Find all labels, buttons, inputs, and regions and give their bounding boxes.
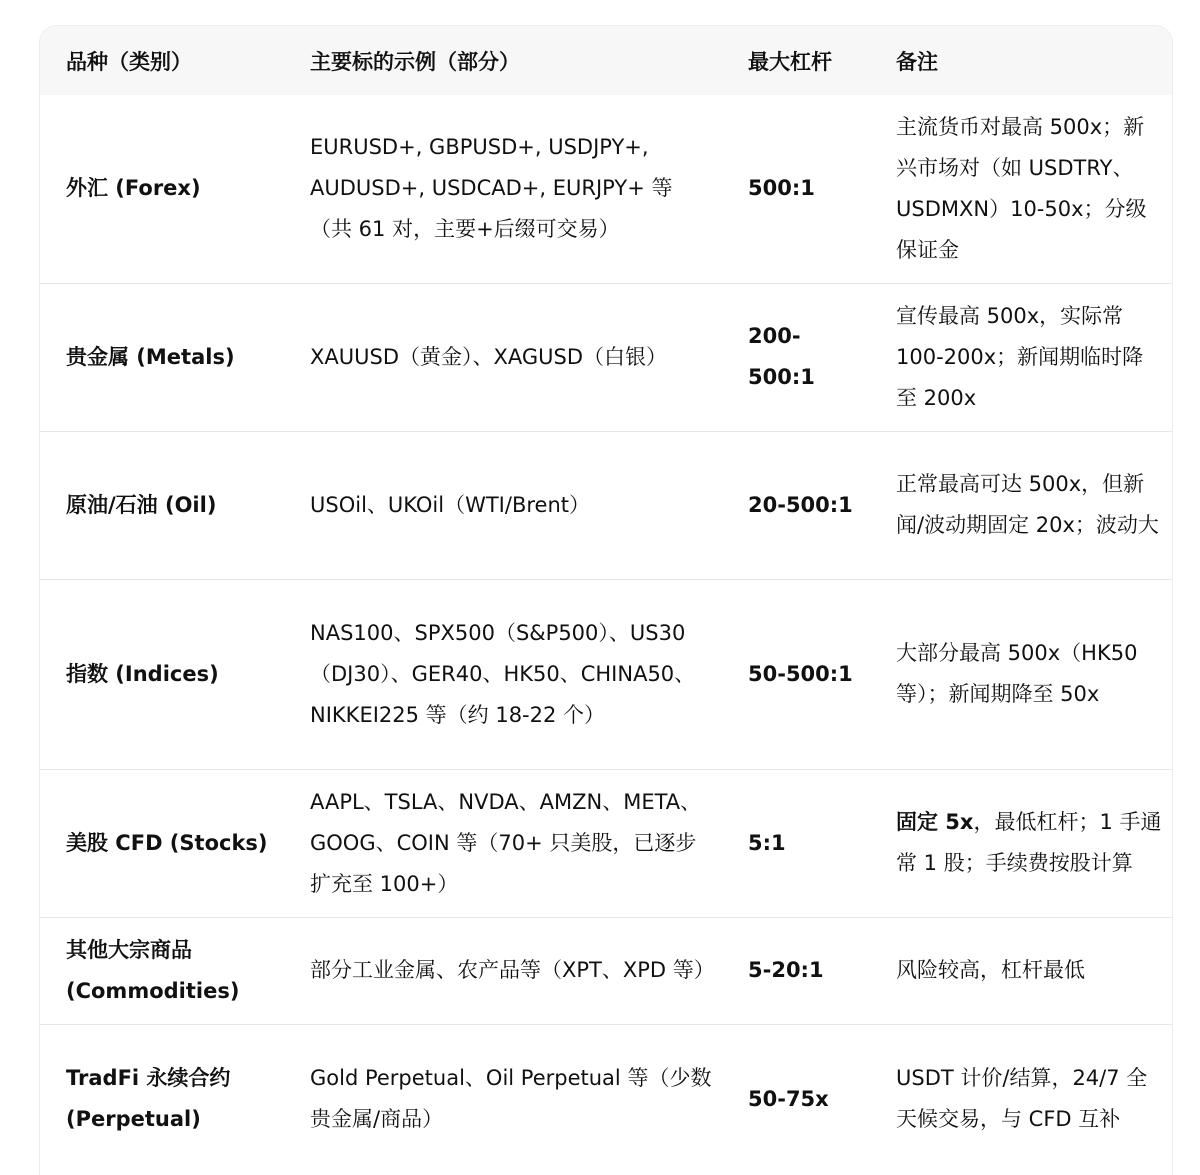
leverage-cell: 5:1 bbox=[722, 769, 870, 917]
leverage-cell: 5-20:1 bbox=[722, 917, 870, 1024]
header-row bbox=[40, 26, 1172, 95]
category-cell: 贵金属 (Metals) bbox=[40, 283, 284, 431]
table-row bbox=[40, 1024, 1172, 1174]
notes-text: 大部分最高 500x（HK50 等）；新闻期降至 50x bbox=[896, 641, 1138, 706]
examples-cell: 部分工业金属、农产品等（XPT、XPD 等） bbox=[284, 917, 722, 1024]
table-row bbox=[40, 283, 1172, 431]
notes-text: 主流货币对最高 500x；新兴市场对（如 USDTRY、USDMXN）10-50x；分级保证金 bbox=[896, 114, 1147, 262]
notes-cell bbox=[870, 769, 1172, 917]
table-row bbox=[40, 95, 1172, 283]
table-row bbox=[40, 917, 1172, 1024]
category-cell: 美股 CFD (Stocks) bbox=[40, 769, 284, 917]
table-header bbox=[40, 26, 1172, 95]
category-cell: 外汇 (Forex) bbox=[66, 176, 201, 201]
table-row bbox=[40, 431, 1172, 579]
table-row bbox=[40, 769, 1172, 917]
notes-text: ，最低杠杆；1 手通常 1 股；手续费按股计算 bbox=[896, 810, 1162, 875]
leverage-cell: 50-500:1 bbox=[722, 579, 870, 769]
examples-cell: NAS100、SPX500（S&P500）、US30（DJ30）、GER40、HK50、CHINA50、NIKKEI225 等（约 18-22 个） bbox=[284, 579, 722, 769]
category-cell: 其他大宗商品 (Commodities) bbox=[40, 917, 284, 1024]
header-examples: 主要标的示例（部分） bbox=[310, 49, 520, 74]
header-leverage: 最大杠杆 bbox=[748, 49, 832, 74]
notes-text: 宣传最高 500x，实际常 100-200x；新闻期临时降至 200x bbox=[896, 303, 1144, 410]
notes-cell bbox=[870, 1024, 1172, 1174]
leverage-table-container bbox=[39, 25, 1173, 1175]
examples-cell: EURUSD+, GBPUSD+, USDJPY+, AUDUSD+, USDCAD+, EURJPY+ 等（共 61 对，主要+后缀可交易） bbox=[310, 135, 673, 242]
leverage-table bbox=[40, 26, 1172, 1174]
leverage-cell: 50-75x bbox=[722, 1024, 870, 1174]
notes-cell bbox=[870, 95, 1172, 283]
table-row bbox=[40, 579, 1172, 769]
notes-text: 正常最高可达 500x，但新闻/波动期固定 20x；波动大 bbox=[896, 472, 1159, 537]
examples-cell: AAPL、TSLA、NVDA、AMZN、META、GOOG、COIN 等（70+ 只美股，已逐步扩充至 100+） bbox=[284, 769, 722, 917]
category-cell: 指数 (Indices) bbox=[40, 579, 284, 769]
leverage-cell: 200-500:1 bbox=[722, 283, 870, 431]
category-cell: 原油/石油 (Oil) bbox=[40, 431, 284, 579]
table-body bbox=[40, 95, 1172, 1174]
notes-text: USDT 计价/结算，24/7 全天候交易，与 CFD 互补 bbox=[896, 1066, 1148, 1132]
leverage-cell: 20-500:1 bbox=[722, 431, 870, 579]
header-category: 品种（类别） bbox=[66, 49, 192, 74]
notes-text: 风险较高，杠杆最低 bbox=[896, 958, 1085, 982]
notes-cell bbox=[870, 579, 1172, 769]
notes-cell bbox=[870, 283, 1172, 431]
leverage-cell: 500:1 bbox=[748, 176, 815, 201]
examples-cell: USOil、UKOil（WTI/Brent） bbox=[284, 431, 722, 579]
header-notes: 备注 bbox=[896, 49, 938, 74]
examples-cell: Gold Perpetual、Oil Perpetual 等（少数贵金属/商品） bbox=[284, 1024, 722, 1174]
category-cell: TradFi 永续合约 (Perpetual) bbox=[40, 1024, 284, 1174]
notes-cell bbox=[870, 431, 1172, 579]
notes-bold: 固定 5x bbox=[896, 810, 974, 834]
notes-cell bbox=[870, 917, 1172, 1024]
examples-cell: XAUUSD（黄金）、XAGUSD（白银） bbox=[284, 283, 722, 431]
